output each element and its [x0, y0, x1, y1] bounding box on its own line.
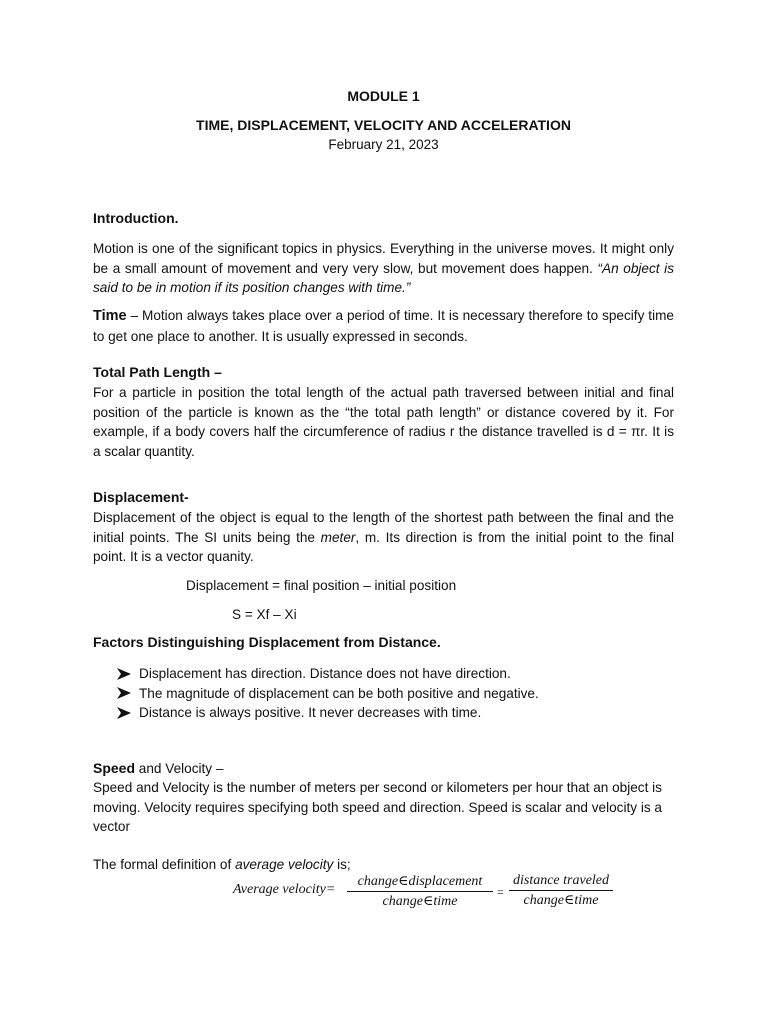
introduction-quote: “An object is said to be in motion if its position changes with time.” [93, 260, 674, 295]
displacement-text-1: Displacement of the object is equal to the length of the shortest path between the final and the initial points. The SI units being the [93, 510, 674, 545]
speed-heading-rest: and Velocity – [135, 761, 224, 776]
intro-italic: average velocity [235, 857, 334, 872]
intro-text-1: The formal definition of [93, 857, 236, 872]
displacement-paragraph [93, 508, 674, 567]
list-item [116, 703, 676, 723]
displacement-formula-2: S = Xf – Xi [232, 607, 297, 622]
path-length-paragraph: For a particle in position the total length of the actual path traversed between initial and final position of the particle is known as the “the total path length” or distance covered by it. For example, if a body covers half the circumference of radius r the distance travelled is d = πr. It is a scalar quantity. [93, 385, 674, 459]
list-item-text: Displacement has direction. Distance does not have direction. [139, 666, 511, 682]
fraction-distance [509, 873, 613, 909]
fraction-numerator: distance traveled [509, 873, 613, 891]
time-text: – Motion always takes place over a period of time. It is necessary therefore to specify time to get one place to another. It is usually expressed in seconds. [93, 308, 674, 344]
list-item-text: Distance is always positive. It never decreases with time. [139, 705, 482, 721]
displacement-formula-1: Displacement = final position – initial position [186, 578, 457, 593]
intro-text-2: is; [333, 857, 351, 872]
factors-list [116, 664, 676, 723]
factors-heading: Factors Distinguishing Displacement from Distance. [93, 634, 441, 650]
speed-heading-bold: Speed [93, 760, 136, 776]
fraction-numerator: change∈displacement [347, 873, 493, 892]
introduction-heading: Introduction. [93, 210, 179, 226]
module-label: MODULE 1 [347, 88, 420, 104]
fraction-denominator: change∈time [523, 893, 599, 908]
arrow-bullet-icon [116, 706, 132, 720]
average-velocity-intro [93, 855, 674, 875]
introduction-text: Motion is one of the significant topics in physics. Everything in the universe moves. It might only be a small amount of movement and very very slow, but movement does happen. [93, 241, 674, 276]
fraction-displacement [347, 873, 493, 910]
introduction-paragraph [93, 239, 674, 298]
page-title: TIME, DISPLACEMENT, VELOCITY AND ACCELERATION [196, 117, 571, 133]
path-length-heading: Total Path Length – [93, 364, 222, 380]
list-item [116, 684, 676, 704]
speed-paragraph: Speed and Velocity is the number of meters per second or kilometers per hour that an object is moving. Velocity requires specifying both speed and direction. Speed is scalar and velocity is a vector [93, 780, 662, 834]
displacement-text-2: , m. Its direction is from the initial point to the final point. It is a vector quanity. [93, 529, 674, 564]
fraction-denominator: change∈time [382, 894, 458, 909]
time-paragraph [93, 306, 674, 346]
list-item-text: The magnitude of displacement can be both positive and negative. [139, 685, 539, 701]
displacement-meter: meter [320, 529, 356, 545]
formula-lhs: Average velocity= [233, 882, 336, 897]
formula-equals: = [497, 885, 504, 899]
arrow-bullet-icon [116, 686, 132, 700]
displacement-heading: Displacement- [93, 489, 189, 505]
arrow-bullet-icon [116, 667, 132, 681]
document-date: February 21, 2023 [328, 137, 439, 152]
average-velocity-formula [233, 873, 633, 913]
speed-heading [93, 759, 674, 779]
list-item [116, 664, 676, 684]
time-term: Time [93, 308, 127, 324]
